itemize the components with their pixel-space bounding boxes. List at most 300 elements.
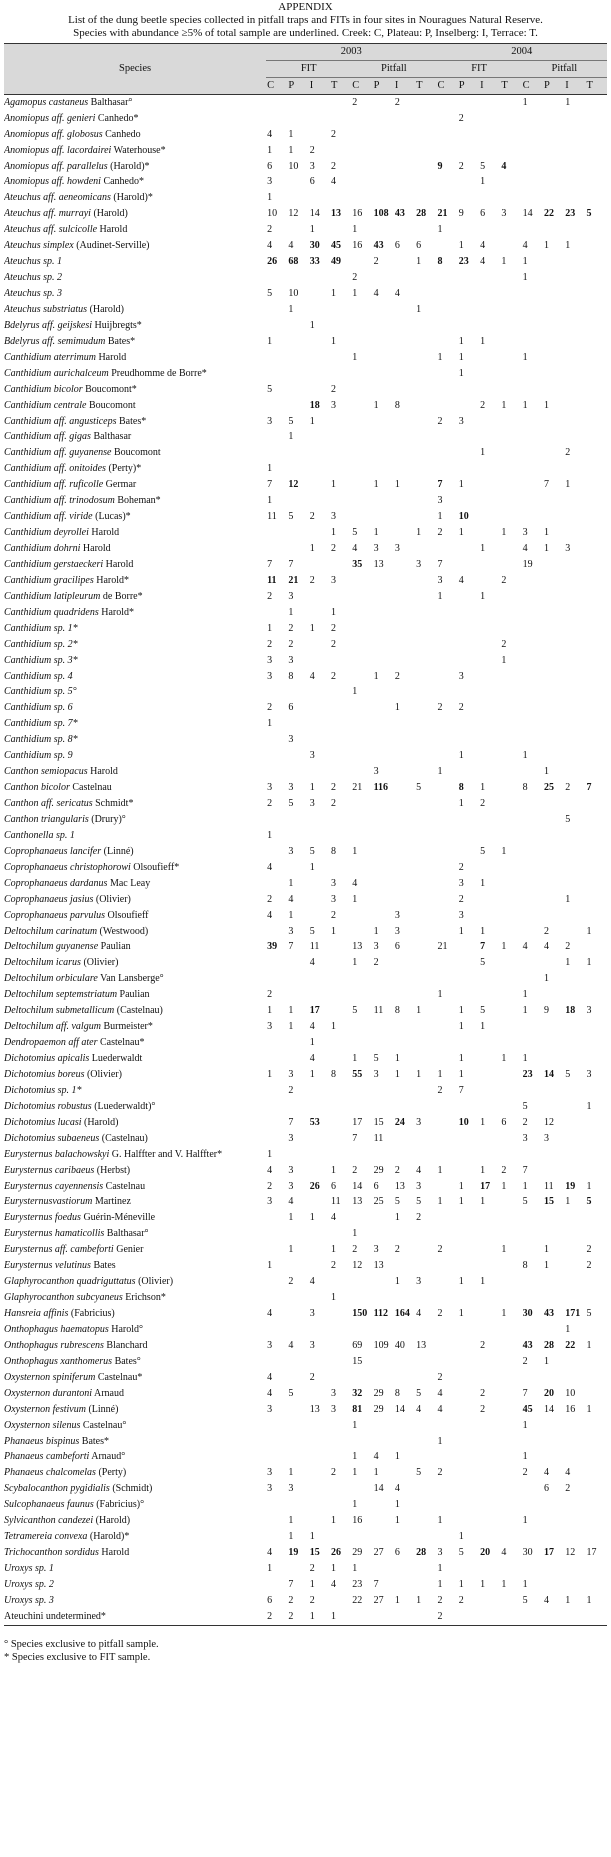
count-cell: 8 <box>437 256 443 268</box>
count-cell <box>266 318 287 334</box>
count-cell <box>500 1497 521 1513</box>
count-cell <box>330 700 351 716</box>
count-cell <box>586 318 607 334</box>
count-cell <box>415 1083 436 1099</box>
count-cell <box>309 653 330 669</box>
count-cell: 3 <box>288 925 294 937</box>
count-cell <box>522 414 543 430</box>
count-cell <box>586 461 607 477</box>
count-cell <box>500 621 521 637</box>
count-cell: 2 <box>458 893 464 905</box>
species-genus: Hansreia affinis <box>4 1308 69 1320</box>
count-cell <box>287 1370 308 1386</box>
species-name <box>4 1051 266 1067</box>
count-cell: 2 <box>394 1244 400 1256</box>
count-cell <box>436 796 457 812</box>
count-cell <box>564 1513 585 1529</box>
count-cell <box>564 143 585 159</box>
count-cell <box>500 302 521 318</box>
count-cell: 12 <box>288 479 299 491</box>
count-cell: 1 <box>288 1467 294 1479</box>
count-cell <box>500 1258 521 1274</box>
count-cell <box>309 1242 330 1258</box>
count-cell <box>373 94 394 110</box>
species-authority: Harold <box>101 1547 130 1559</box>
count-cell: 7 <box>373 1578 379 1590</box>
count-cell <box>266 94 287 110</box>
count-cell <box>436 1003 457 1019</box>
count-cell <box>564 860 585 876</box>
count-cell <box>436 860 457 876</box>
count-cell: 1 <box>458 240 464 252</box>
table-row <box>4 589 607 605</box>
species-name <box>4 1529 266 1545</box>
count-cell: 9 <box>437 160 443 172</box>
count-cell <box>351 573 372 589</box>
count-cell <box>543 892 564 908</box>
count-cell <box>309 366 330 382</box>
count-cell <box>330 222 351 238</box>
count-cell <box>330 366 351 382</box>
count-cell: 3 <box>373 766 379 778</box>
count-cell: 1 <box>330 335 336 347</box>
count-cell <box>266 955 287 971</box>
count-cell <box>458 143 479 159</box>
count-cell <box>479 1226 500 1242</box>
table-row <box>4 1274 607 1290</box>
count-cell <box>309 557 330 573</box>
count-cell <box>266 430 287 446</box>
species-genus: Onthophagus haematopus <box>4 1323 109 1335</box>
species-name <box>4 940 266 956</box>
table-row <box>4 1609 607 1625</box>
species-authority: (Luederwaldt)° <box>94 1100 156 1112</box>
count-cell <box>394 860 415 876</box>
count-cell: 1 <box>416 1594 422 1606</box>
count-cell <box>309 605 330 621</box>
count-cell <box>458 1354 479 1370</box>
count-cell: 4 <box>352 543 358 555</box>
count-cell <box>458 270 479 286</box>
count-cell: 7 <box>288 1116 294 1128</box>
count-cell: 2 <box>436 1609 457 1625</box>
count-cell <box>351 621 372 637</box>
count-cell: 1 <box>480 590 486 602</box>
count-cell <box>564 828 585 844</box>
table-row <box>4 669 607 685</box>
count-cell <box>479 1370 500 1386</box>
table-row <box>4 1561 607 1577</box>
count-cell <box>394 685 415 701</box>
count-cell <box>458 1131 479 1147</box>
species-genus: Oxysternon festivum <box>4 1403 86 1415</box>
count-cell: 12 <box>352 1260 363 1272</box>
count-cell: 1 <box>501 1244 507 1256</box>
count-cell <box>266 1210 287 1226</box>
count-cell <box>415 700 436 716</box>
count-cell: 11 <box>267 511 277 523</box>
table-row <box>4 860 607 876</box>
count-cell: 3 <box>267 1021 273 1033</box>
count-cell: 1 <box>352 893 358 905</box>
species-authority: Waterhouse* <box>113 144 166 156</box>
count-cell <box>394 1354 415 1370</box>
count-cell <box>330 1481 351 1497</box>
count-cell <box>436 1354 457 1370</box>
species-name <box>4 222 266 238</box>
species-name <box>4 1577 266 1593</box>
count-cell <box>522 1035 543 1051</box>
table-row <box>4 509 607 525</box>
count-cell: 1 <box>416 1005 422 1017</box>
count-cell <box>415 1099 436 1115</box>
count-cell <box>394 350 415 366</box>
count-cell <box>479 461 500 477</box>
count-cell <box>479 493 500 509</box>
count-cell <box>330 1338 351 1354</box>
count-cell: 8 <box>458 782 464 794</box>
species-authority: Huijbregts* <box>94 319 142 331</box>
count-cell <box>287 764 308 780</box>
count-cell <box>373 430 394 446</box>
count-cell: 81 <box>352 1403 363 1415</box>
table-row <box>4 414 607 430</box>
species-name <box>4 987 266 1003</box>
count-cell <box>351 669 372 685</box>
count-cell: 1 <box>437 1563 443 1575</box>
count-cell: 1 <box>543 399 549 411</box>
count-cell: 3 <box>330 511 336 523</box>
count-cell: 4 <box>480 240 486 252</box>
count-cell <box>522 621 543 637</box>
count-cell: 13 <box>373 558 384 570</box>
species-authority: Harold <box>105 558 134 570</box>
species-authority: (Olivier) <box>95 893 131 905</box>
count-cell <box>586 334 607 350</box>
count-cell <box>586 477 607 493</box>
count-cell <box>351 748 372 764</box>
count-cell: 2 <box>330 1260 336 1272</box>
count-cell: 1 <box>480 1578 486 1590</box>
count-cell <box>415 1513 436 1529</box>
count-cell <box>309 1131 330 1147</box>
count-cell <box>351 445 372 461</box>
count-cell <box>330 1434 351 1450</box>
count-cell: 2 <box>373 256 379 268</box>
count-cell: 1 <box>373 670 379 682</box>
count-cell <box>330 828 351 844</box>
count-cell <box>436 1338 457 1354</box>
count-cell <box>479 971 500 987</box>
count-cell: 1 <box>458 1053 464 1065</box>
species-name <box>4 1131 266 1147</box>
count-cell <box>287 1418 308 1434</box>
count-cell <box>351 1290 372 1306</box>
count-cell: 2 <box>352 1164 358 1176</box>
count-cell: 3 <box>288 1180 294 1192</box>
count-cell <box>351 796 372 812</box>
count-cell <box>479 286 500 302</box>
count-cell <box>564 1529 585 1545</box>
species-name <box>4 1386 266 1402</box>
species-authority: G. Halffter and V. Halffter* <box>111 1148 223 1160</box>
count-cell <box>564 398 585 414</box>
table-row <box>4 892 607 908</box>
count-cell <box>586 127 607 143</box>
species-name <box>4 1258 266 1274</box>
count-cell <box>373 318 394 334</box>
count-cell <box>330 445 351 461</box>
count-cell <box>586 1529 607 1545</box>
count-cell <box>415 955 436 971</box>
count-cell <box>394 525 415 541</box>
table-row <box>4 175 607 191</box>
table-row <box>4 334 607 350</box>
count-cell <box>394 589 415 605</box>
species-genus: Ateuchus sp. 1 <box>4 256 63 268</box>
count-cell <box>309 716 330 732</box>
species-genus: Ateuchus aff. aeneomicans <box>4 192 111 204</box>
table-body <box>4 94 607 1625</box>
count-cell: 1 <box>458 479 464 491</box>
count-cell: 43 <box>543 1308 554 1320</box>
count-cell <box>351 461 372 477</box>
count-cell <box>330 764 351 780</box>
count-cell: 2 <box>586 1244 592 1256</box>
species-authority: Bates* <box>81 1435 109 1447</box>
count-cell: 116 <box>373 782 389 794</box>
count-cell: 1 <box>480 335 486 347</box>
count-cell: 1 <box>267 144 273 156</box>
count-cell <box>287 1147 308 1163</box>
species-authority: de Borre* <box>102 590 143 602</box>
count-cell <box>373 1354 394 1370</box>
count-cell: 4 <box>416 1403 422 1415</box>
count-cell: 7 <box>543 479 549 491</box>
count-cell <box>543 1418 564 1434</box>
count-cell <box>266 1051 287 1067</box>
count-cell: 1 <box>330 479 336 491</box>
count-cell <box>458 1497 479 1513</box>
count-cell: 12 <box>565 1547 576 1559</box>
count-cell: 1 <box>394 1515 400 1527</box>
species-genus: Ateuchus sp. 2 <box>4 272 63 284</box>
table-row <box>4 987 607 1003</box>
count-cell: 1 <box>352 686 358 698</box>
count-cell <box>586 175 607 191</box>
count-cell <box>436 748 457 764</box>
count-cell <box>436 669 457 685</box>
count-cell <box>287 382 308 398</box>
count-cell <box>415 589 436 605</box>
species-name <box>4 398 266 414</box>
count-cell <box>373 653 394 669</box>
count-cell <box>586 270 607 286</box>
count-cell: 14 <box>522 208 533 220</box>
count-cell <box>522 1370 543 1386</box>
count-cell <box>330 971 351 987</box>
count-cell <box>522 1529 543 1545</box>
count-cell: 4 <box>522 941 528 953</box>
count-cell <box>394 796 415 812</box>
count-cell: 1 <box>565 1594 571 1606</box>
count-cell <box>586 1290 607 1306</box>
count-cell <box>543 143 564 159</box>
count-cell: 1 <box>586 1339 592 1351</box>
count-cell <box>394 828 415 844</box>
count-cell <box>458 1322 479 1338</box>
count-cell <box>564 1242 585 1258</box>
count-cell: 3 <box>586 1005 592 1017</box>
count-cell <box>458 1242 479 1258</box>
table-row <box>4 1003 607 1019</box>
count-cell <box>330 1593 351 1609</box>
count-cell <box>309 1418 330 1434</box>
count-cell <box>415 286 436 302</box>
count-cell <box>266 398 287 414</box>
count-cell <box>500 1561 521 1577</box>
count-cell <box>564 382 585 398</box>
site-header: I <box>564 77 585 94</box>
count-cell <box>479 1529 500 1545</box>
count-cell <box>330 461 351 477</box>
table-row <box>4 1163 607 1179</box>
count-cell: 2 <box>309 1563 315 1575</box>
count-cell <box>500 334 521 350</box>
count-cell: 43 <box>394 208 405 220</box>
table-row <box>4 1131 607 1147</box>
count-cell <box>586 844 607 860</box>
count-cell <box>287 860 308 876</box>
count-cell <box>586 541 607 557</box>
count-cell <box>458 1099 479 1115</box>
table-row <box>4 477 607 493</box>
count-cell <box>479 1099 500 1115</box>
count-cell <box>458 382 479 398</box>
species-name <box>4 238 266 254</box>
count-cell <box>394 987 415 1003</box>
count-cell: 3 <box>309 750 315 762</box>
count-cell <box>500 111 521 127</box>
species-name <box>4 1450 266 1466</box>
count-cell: 7 <box>522 1387 528 1399</box>
count-cell: 1 <box>586 1180 592 1192</box>
count-cell <box>500 1465 521 1481</box>
count-cell <box>330 1418 351 1434</box>
count-cell <box>373 159 394 175</box>
count-cell <box>436 1529 457 1545</box>
count-cell <box>373 493 394 509</box>
count-cell <box>309 127 330 143</box>
count-cell: 3 <box>373 1068 379 1080</box>
count-cell <box>564 1290 585 1306</box>
count-cell: 4 <box>267 1387 273 1399</box>
count-cell: 2 <box>458 160 464 172</box>
count-cell: 5 <box>565 813 571 825</box>
count-cell: 1 <box>480 447 486 459</box>
count-cell: 4 <box>543 941 549 953</box>
count-cell <box>543 1210 564 1226</box>
species-genus: Dichotomius sp. 1* <box>4 1084 82 1096</box>
count-cell <box>586 1147 607 1163</box>
count-cell: 3 <box>416 1276 422 1288</box>
count-cell <box>500 1481 521 1497</box>
count-cell <box>586 860 607 876</box>
count-cell: 2 <box>288 1276 294 1288</box>
species-name <box>4 812 266 828</box>
count-cell <box>394 1099 415 1115</box>
table-row <box>4 621 607 637</box>
count-cell <box>330 1370 351 1386</box>
count-cell: 1 <box>501 399 507 411</box>
count-cell: 16 <box>352 240 363 252</box>
count-cell <box>458 1338 479 1354</box>
count-cell: 2 <box>458 1594 464 1606</box>
count-cell: 19 <box>522 558 533 570</box>
species-name <box>4 780 266 796</box>
count-cell <box>586 382 607 398</box>
species-genus: Eurysternus aff. cambeforti <box>4 1244 114 1256</box>
count-cell <box>309 334 330 350</box>
count-cell <box>564 493 585 509</box>
count-cell <box>543 860 564 876</box>
count-cell <box>330 143 351 159</box>
site-header: C <box>436 77 457 94</box>
table-row <box>4 318 607 334</box>
count-cell <box>458 987 479 1003</box>
count-cell <box>436 175 457 191</box>
count-cell: 5 <box>309 845 315 857</box>
count-cell <box>394 461 415 477</box>
count-cell <box>351 987 372 1003</box>
count-cell <box>436 1322 457 1338</box>
species-name <box>4 605 266 621</box>
count-cell <box>436 366 457 382</box>
count-cell <box>586 987 607 1003</box>
count-cell: 5 <box>480 845 486 857</box>
count-cell: 3 <box>309 798 315 810</box>
count-cell <box>436 1274 457 1290</box>
species-authority: Harold° <box>111 1323 144 1335</box>
count-cell <box>479 111 500 127</box>
count-cell: 1 <box>437 590 443 602</box>
count-cell <box>543 1370 564 1386</box>
count-cell <box>522 924 543 940</box>
table-row <box>4 1338 607 1354</box>
count-cell <box>479 1513 500 1529</box>
table-row <box>4 1545 607 1561</box>
count-cell <box>564 716 585 732</box>
count-cell: 1 <box>267 335 273 347</box>
count-cell <box>522 1290 543 1306</box>
count-cell <box>309 812 330 828</box>
count-cell <box>458 302 479 318</box>
count-cell <box>330 732 351 748</box>
count-cell <box>564 334 585 350</box>
count-cell <box>415 334 436 350</box>
species-genus: Deltochilum icarus <box>4 957 81 969</box>
count-cell: 1 <box>309 1609 330 1625</box>
site-header: T <box>415 77 436 94</box>
count-cell: 2 <box>309 511 315 523</box>
table-row <box>4 876 607 892</box>
species-genus: Canthidium aff. onitoides <box>4 463 106 475</box>
species-name <box>4 1290 266 1306</box>
count-cell <box>564 589 585 605</box>
species-name <box>4 1338 266 1354</box>
species-genus: Coprophanaeus christophorowi <box>4 861 131 873</box>
count-cell <box>266 1354 287 1370</box>
